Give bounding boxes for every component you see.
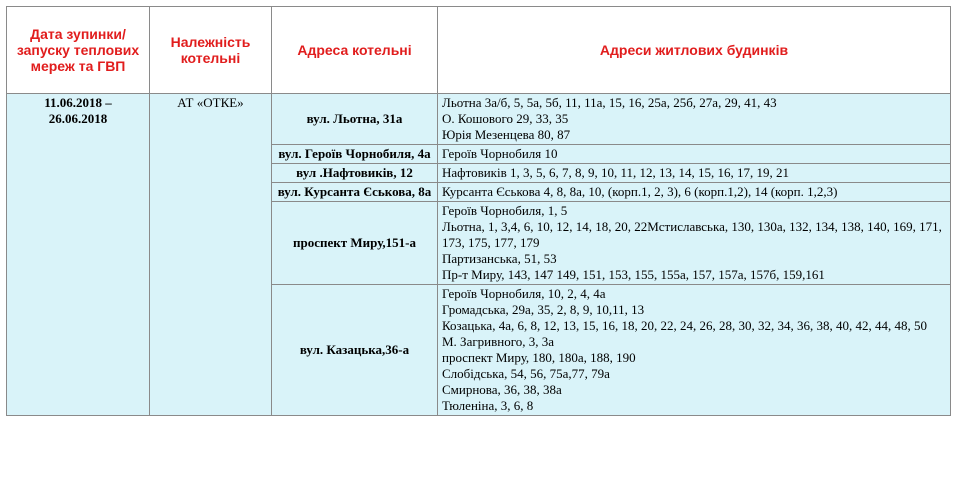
address-line: О. Кошового 29, 33, 35 xyxy=(442,111,569,126)
residential-addresses xyxy=(438,183,951,202)
header-date: Дата зупинки/запуску теплових мереж та ГВП xyxy=(7,7,150,94)
shutdown-schedule-table xyxy=(6,6,951,416)
address-line: Героїв Чорнобиля 10 xyxy=(442,146,558,161)
header-boiler-address: Адреса котельні xyxy=(272,7,438,94)
residential-addresses xyxy=(438,202,951,285)
address-line: Пр-т Миру, 143, 147 149, 151, 153, 155, 155а, 157, 157а, 157б, 159,161 xyxy=(442,267,825,282)
address-line: Нафтовиків 1, 3, 5, 6, 7, 8, 9, 10, 11, 12, 13, 14, 15, 16, 17, 19, 21 xyxy=(442,165,790,180)
boiler-address: проспект Миру,151-а xyxy=(272,202,438,285)
address-line: Курсанта Єськова 4, 8, 8а, 10, (корп.1, 2, 3), 6 (корп.1,2), 14 (корп. 1,2,3) xyxy=(442,184,838,199)
table-row xyxy=(7,94,951,145)
address-line: Льотна, 1, 3,4, 6, 10, 12, 14, 18, 20, 22Мстиславська, 130, 130а, 132, 134, 138, 140, 169, 171, 173, 175, 177, 179 xyxy=(442,219,942,250)
header-row xyxy=(7,7,951,94)
address-line: Громадська, 29а, 35, 2, 8, 9, 10,11, 13 xyxy=(442,302,645,317)
address-line: Партизанська, 51, 53 xyxy=(442,251,557,266)
residential-addresses xyxy=(438,285,951,416)
address-line: Юрія Мезенцева 80, 87 xyxy=(442,127,571,142)
boiler-address: вул .Нафтовиків, 12 xyxy=(272,164,438,183)
boiler-owner: АТ «ОТКЕ» xyxy=(150,94,272,416)
address-line: Льотна 3а/б, 5, 5а, 5б, 11, 11а, 15, 16, 25а, 25б, 27а, 29, 41, 43 xyxy=(442,95,777,110)
address-line: Слобідська, 54, 56, 75а,77, 79а xyxy=(442,366,610,381)
period-dates: 11.06.2018 – 26.06.2018 xyxy=(7,94,150,416)
header-residential-addresses: Адреси житлових будинків xyxy=(438,7,951,94)
residential-addresses xyxy=(438,145,951,164)
header-owner: Належність котельні xyxy=(150,7,272,94)
residential-addresses xyxy=(438,164,951,183)
boiler-address: вул. Льотна, 31а xyxy=(272,94,438,145)
boiler-address: вул. Казацька,36-а xyxy=(272,285,438,416)
address-line: Героїв Чорнобиля, 1, 5 xyxy=(442,203,568,218)
residential-addresses xyxy=(438,94,951,145)
address-line: М. Загривного, 3, 3а xyxy=(442,334,555,349)
address-line: Смирнова, 36, 38, 38а xyxy=(442,382,562,397)
address-line: Козацька, 4а, 6, 8, 12, 13, 15, 16, 18, 20, 22, 24, 26, 28, 30, 32, 34, 36, 38, 40, 42, 44, 48, 50 xyxy=(442,318,927,333)
boiler-address: вул. Курсанта Єськова, 8а xyxy=(272,183,438,202)
address-line: Героїв Чорнобиля, 10, 2, 4, 4а xyxy=(442,286,606,301)
boiler-address: вул. Героїв Чорнобиля, 4а xyxy=(272,145,438,164)
address-line: Тюленіна, 3, 6, 8 xyxy=(442,398,534,413)
address-line: проспект Миру, 180, 180а, 188, 190 xyxy=(442,350,636,365)
